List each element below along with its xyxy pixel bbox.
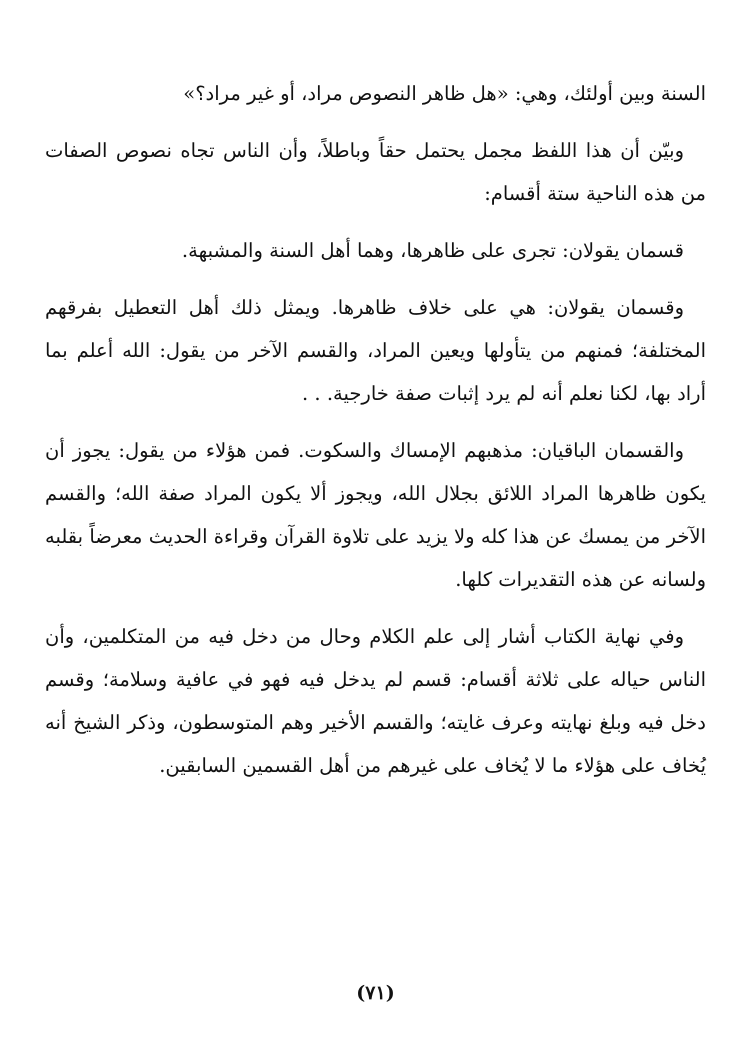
paragraph-2: وبيّن أن هذا اللفظ مجمل يحتمل حقاً وباطلاً، وأن الناس تجاه نصوص الصفات من هذه الناحية ستة أقسام:	[45, 139, 706, 205]
paragraph-5: والقسمان الباقيان: مذهبهم الإمساك والسكوت. فمن هؤلاء من يقول: يجوز أن يكون ظاهرها المراد اللائق بجلال الله، ويجوز ألا يكون المراد صفة الله؛ والقسم الآخر من يمسك عن هذا كله ولا يزيد على تلاوة القرآن وقراءة الحديث معرضاً بقلبه ولسانه عن هذه التقديرات كلها.	[45, 439, 706, 591]
paragraph-6: وفي نهاية الكتاب أشار إلى علم الكلام وحال من دخل فيه من المتكلمين، وأن الناس حياله على ثلاثة أقسام: قسم لم يدخل فيه فهو في عافية وسلامة؛ وقسم دخل فيه وبلغ نهايته وعرف غايته؛ والقسم الأخير وهم المتوسطون، وذكر الشيخ أنه يُخاف على هؤلاء ما لا يُخاف على غيرهم من أهل القسمين السابقين.	[45, 625, 706, 777]
body-text	[45, 72, 706, 801]
paragraph-1: السنة وبين أولئك، وهي: «هل ظاهر النصوص مراد، أو غير مراد؟»	[183, 82, 706, 105]
paragraph-4: وقسمان يقولان: هي على خلاف ظاهرها. ويمثل ذلك أهل التعطيل بفرقهم المختلفة؛ فمنهم من يتأولها ويعين المراد، والقسم الآخر من يقول: الله أعلم بما أراد بها، لكنا نعلم أنه لم يرد إثبات صفة خارجية. . .	[45, 296, 706, 405]
paragraph-3: قسمان يقولان: تجرى على ظاهرها، وهما أهل السنة والمشبهة.	[181, 239, 684, 262]
page-number: (٧١)	[356, 982, 395, 1004]
